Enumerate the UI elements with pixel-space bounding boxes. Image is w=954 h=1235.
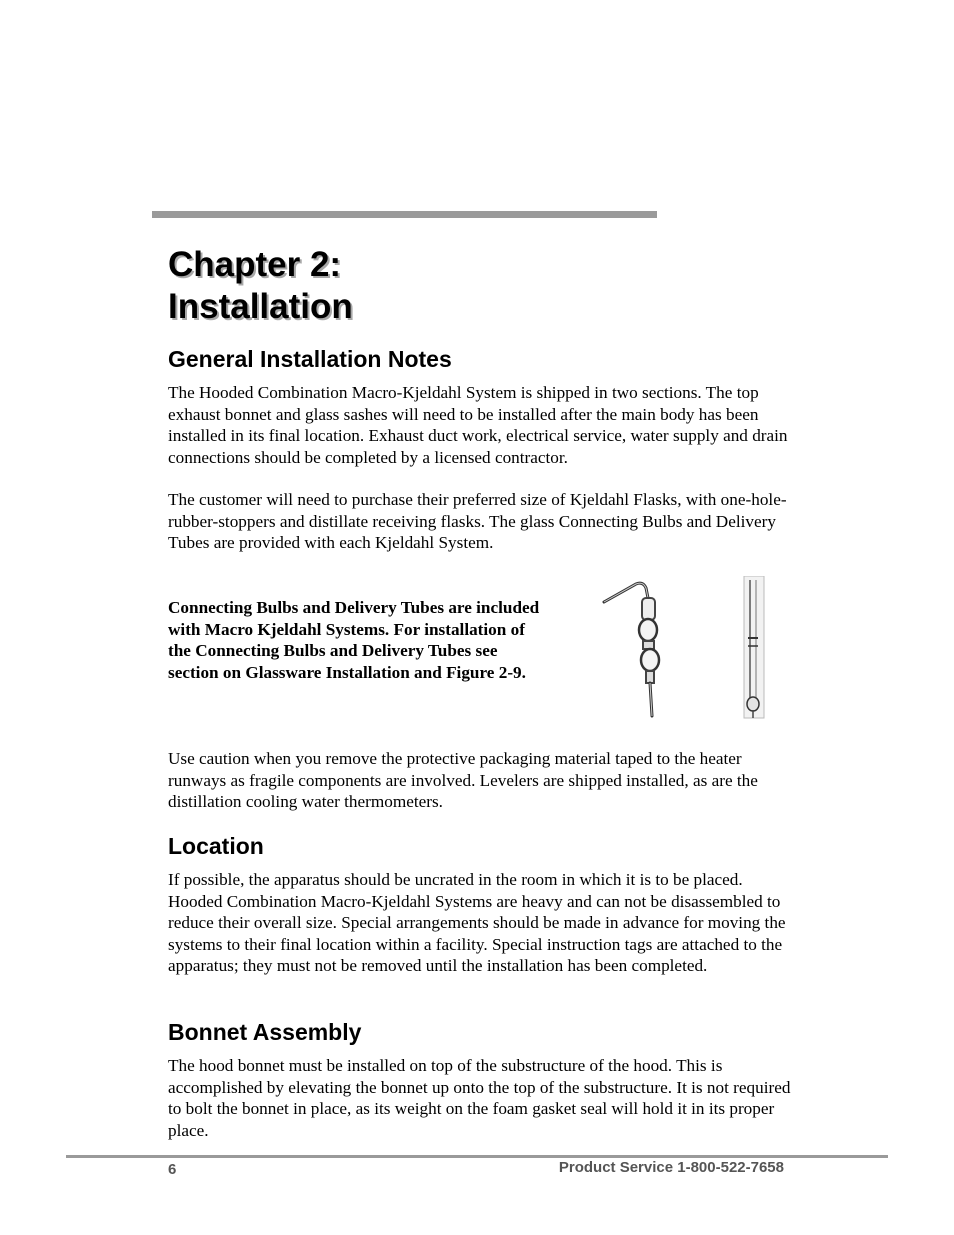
bonnet-paragraph: The hood bonnet must be installed on top of the substructure of the hood. This is accomplished by elevating the bonnet up onto the top of the substructure. It is not required to bolt the bonnet in place, as its weight on the foam gasket seal will hold it in its proper place. — [168, 1056, 791, 1140]
heading-general-installation-notes: General Installation Notes — [168, 346, 452, 372]
location-paragraph: If possible, the apparatus should be uncrated in the room in which it is to be placed. Hooded Combination Macro-Kjeldahl Systems are heavy and can not be disassembled to reduce their overall size. Special arrangements should be made in advance for moving the systems to their final location within a facility. Special instruction tags are attached to the apparatus; they must not be removed until the installation has been completed. — [168, 870, 786, 975]
heading-bonnet-assembly: Bonnet Assembly — [168, 1019, 362, 1045]
chapter-number: Chapter 2: — [168, 245, 342, 284]
chapter-name: Installation — [168, 287, 353, 326]
chapter-rule — [152, 211, 657, 218]
chapter-title — [168, 244, 353, 328]
product-service-line: Product Service 1-800-522-7658 — [558, 1159, 784, 1176]
footer-rule — [66, 1155, 888, 1158]
general-paragraph-2: The customer will need to purchase their preferred size of Kjeldahl Flasks, with one-hole-rubber-stoppers and distillate receiving flasks. The glass Connecting Bulbs and Delivery Tubes are provided with each Kjeldahl System. — [168, 490, 787, 552]
general-paragraph-3: Use caution when you remove the protective packaging material taped to the heater runways as fragile components are involved. Levelers are shipped installed, as are the distillation cooling water thermometers. — [168, 749, 758, 811]
heading-location: Location — [168, 833, 264, 859]
glassware-note: Connecting Bulbs and Delivery Tubes are included with Macro Kjeldahl Systems. For installation of the Connecting Bulbs and Delivery Tubes see section on Glassware Installation and Figure 2-9. — [168, 598, 540, 682]
delivery-tube-icon — [738, 576, 770, 720]
page-number: 6 — [168, 1161, 177, 1178]
general-paragraph-1: The Hooded Combination Macro-Kjeldahl System is shipped in two sections. The top exhaust bonnet and glass sashes will need to be installed after the main body has been installed in its final location. Exhaust duct work, electrical service, water supply and drain connections should be completed by a licensed contractor. — [168, 383, 788, 467]
connecting-bulb-icon — [596, 578, 666, 720]
